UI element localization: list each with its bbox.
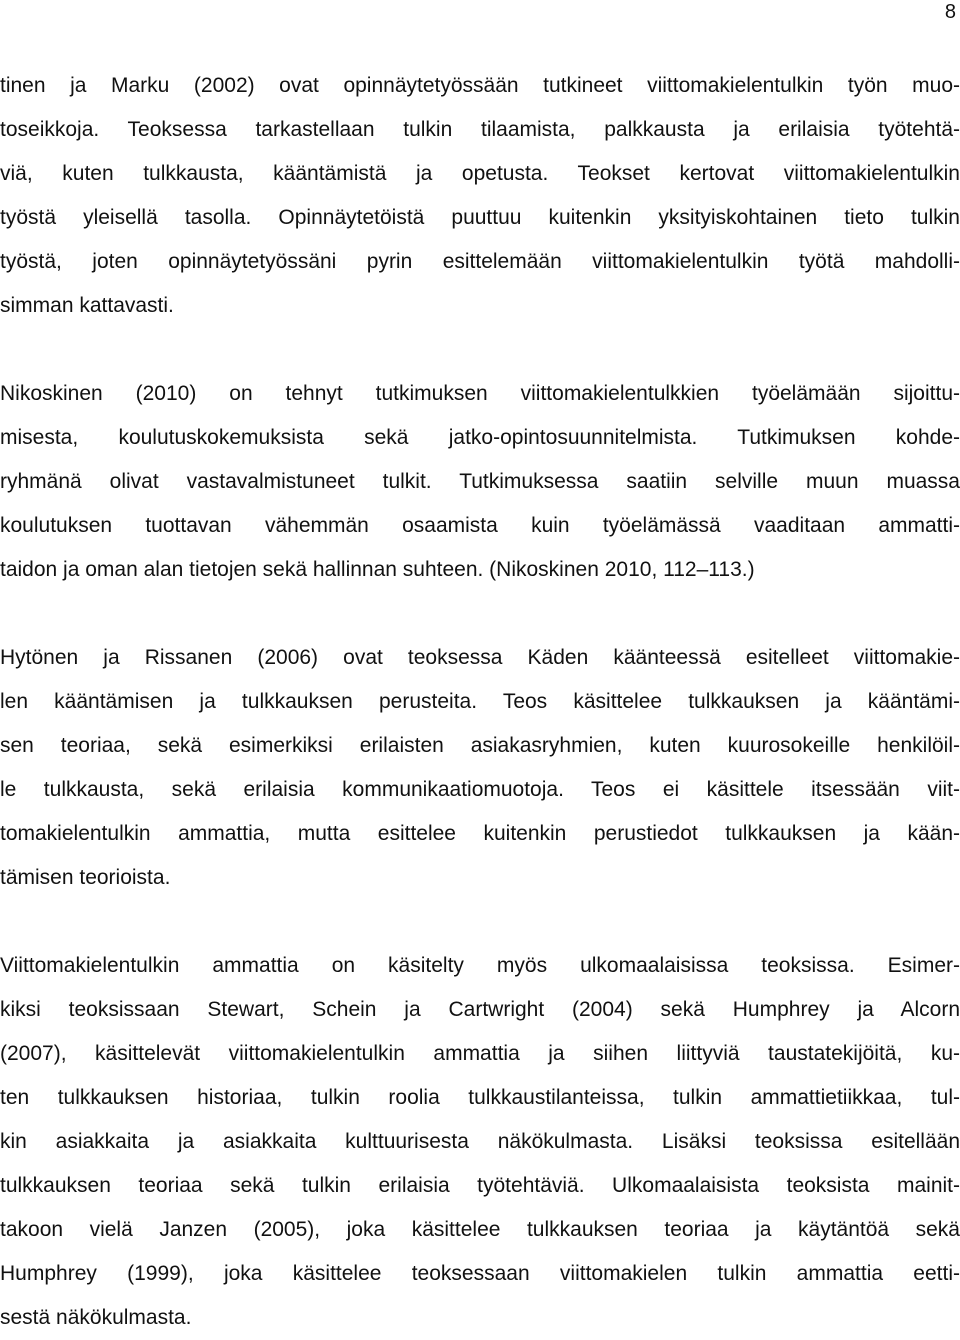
text-line: tomakielentulkin ammattia, mutta esittelee kuitenkin perustiedot tulkkauksen ja kään- xyxy=(0,822,960,845)
text-line: ten tulkkauksen historiaa, tulkin roolia tulkkaustilanteissa, tulkin ammattietiikkaa, tul- xyxy=(0,1086,960,1109)
text-line: Viittomakielentulkin ammattia on käsitelty myös ulkomaalaisissa teoksissa. Esimer- xyxy=(0,954,960,977)
page-number: 8 xyxy=(944,1,956,23)
paragraph-2 xyxy=(0,372,960,592)
text-line: ryhmänä olivat vastavalmistuneet tulkit. Tutkimuksessa saatiin selville muun muassa xyxy=(0,470,960,493)
paragraph-4 xyxy=(0,944,960,1340)
text-line: sestä näkökulmasta. xyxy=(0,1306,192,1329)
paragraph-3 xyxy=(0,636,960,900)
text-line: le tulkkausta, sekä erilaisia kommunikaatiomuotoja. Teos ei käsittele itsessään viit- xyxy=(0,778,960,801)
text-line: sen teoriaa, sekä esimerkiksi erilaisten asiakasryhmien, kuten kuurosokeille henkilöil- xyxy=(0,734,960,757)
paragraph-spacer xyxy=(0,328,960,372)
text-line: viä, kuten tulkkausta, kääntämistä ja opetusta. Teokset kertovat viittomakielentulkin xyxy=(0,162,960,185)
text-line: simman kattavasti. xyxy=(0,294,174,317)
text-line: misesta, koulutuskokemuksista sekä jatko-opintosuunnitelmista. Tutkimuksen kohde- xyxy=(0,426,960,449)
text-line: len kääntämisen ja tulkkauksen perusteita. Teos käsittelee tulkkauksen ja kääntämi- xyxy=(0,690,960,713)
paragraph-spacer xyxy=(0,900,960,944)
text-line: Humphrey (1999), joka käsittelee teoksessaan viittomakielen tulkin ammattia eetti- xyxy=(0,1262,960,1285)
text-line: työstä, joten opinnäytetyössäni pyrin esittelemään viittomakielentulkin työtä mahdolli- xyxy=(0,250,960,273)
text-line: tinen ja Marku (2002) ovat opinnäytetyössään tutkineet viittomakielentulkin työn muo- xyxy=(0,74,960,97)
text-line: toseikkoja. Teoksessa tarkastellaan tulkin tilaamista, palkkausta ja erilaisia työtehtä- xyxy=(0,118,960,141)
text-line: kiksi teoksissaan Stewart, Schein ja Cartwright (2004) sekä Humphrey ja Alcorn xyxy=(0,998,960,1021)
text-line: kin asiakkaita ja asiakkaita kulttuurisesta näkökulmasta. Lisäksi teoksissa esitellään xyxy=(0,1130,960,1153)
text-line: takoon vielä Janzen (2005), joka käsittelee tulkkauksen teoriaa ja käytäntöä sekä xyxy=(0,1218,960,1241)
text-line: tulkkauksen teoriaa sekä tulkin erilaisia työtehtäviä. Ulkomaalaisista teoksista mainit- xyxy=(0,1174,960,1197)
text-line: Nikoskinen (2010) on tehnyt tutkimuksen viittomakielentulkkien työelämään sijoittu- xyxy=(0,382,960,405)
text-line: taidon ja oman alan tietojen sekä hallinnan suhteen. (Nikoskinen 2010, 112–113.) xyxy=(0,558,755,581)
paragraph-spacer xyxy=(0,592,960,636)
text-line: Hytönen ja Rissanen (2006) ovat teoksessa Käden käänteessä esitelleet viittomakie- xyxy=(0,646,960,669)
document-body xyxy=(0,64,960,1340)
text-line: (2007), käsittelevät viittomakielentulkin ammattia ja siihen liittyviä taustatekijöitä, ku- xyxy=(0,1042,960,1065)
paragraph-1 xyxy=(0,64,960,328)
text-line: työstä yleisellä tasolla. Opinnäytetöistä puuttuu kuitenkin yksityiskohtainen tieto tulkin xyxy=(0,206,960,229)
text-line: tämisen teorioista. xyxy=(0,866,171,889)
text-line: koulutuksen tuottavan vähemmän osaamista kuin työelämässä vaaditaan ammatti- xyxy=(0,514,960,537)
